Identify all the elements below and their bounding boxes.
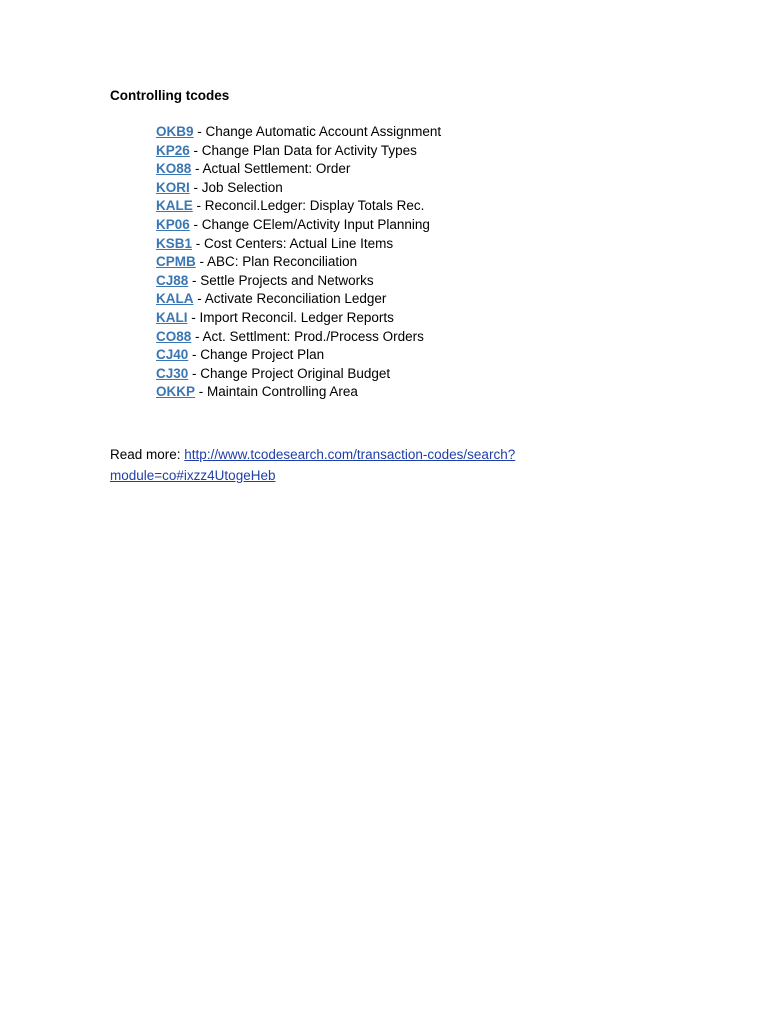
tcode-description: Job Selection — [201, 179, 283, 195]
tcode-description: Change Project Original Budget — [200, 365, 391, 381]
separator: - — [193, 291, 205, 307]
tcode-link[interactable]: KALA — [156, 291, 194, 307]
tcode-link[interactable]: CPMB — [156, 254, 196, 270]
list-item — [156, 290, 441, 309]
read-more-paragraph — [110, 444, 570, 486]
tcode-link[interactable]: KSB1 — [156, 235, 193, 251]
separator: - — [189, 216, 202, 232]
tcode-link[interactable]: CJ88 — [156, 272, 189, 288]
tcode-link[interactable]: CJ40 — [156, 347, 189, 363]
list-item — [156, 235, 441, 254]
tcode-link[interactable]: KP06 — [156, 216, 190, 232]
separator: - — [187, 309, 200, 325]
list-item — [156, 160, 441, 179]
tcode-description: Import Reconcil. Ledger Reports — [199, 309, 394, 325]
separator: - — [189, 179, 202, 195]
list-item — [156, 272, 441, 291]
list-item — [156, 197, 441, 216]
read-more-url-line1[interactable]: http://www.tcodesearch.com/transaction-codes/search? — [184, 447, 516, 462]
tcode-link[interactable]: KO88 — [156, 161, 192, 177]
separator: - — [188, 347, 201, 363]
separator: - — [191, 328, 203, 344]
tcode-description: Change Project Plan — [200, 347, 325, 363]
separator: - — [191, 161, 203, 177]
tcode-list — [156, 123, 441, 402]
tcode-description: Actual Settlement: Order — [202, 161, 351, 177]
read-more-url-line2[interactable]: module=co#ixzz4UtogeHeb — [110, 468, 276, 483]
tcode-link[interactable]: KALE — [156, 198, 193, 214]
tcode-link[interactable]: OKKP — [156, 384, 196, 400]
list-item — [156, 309, 441, 328]
list-item — [156, 216, 441, 235]
tcode-link[interactable]: CO88 — [156, 328, 192, 344]
list-item — [156, 179, 441, 198]
list-item — [156, 365, 441, 384]
separator: - — [192, 198, 205, 214]
read-more-label: Read more: — [110, 447, 185, 462]
list-item — [156, 253, 441, 272]
separator: - — [188, 365, 201, 381]
tcode-link[interactable]: KP26 — [156, 142, 190, 158]
separator: - — [195, 384, 208, 400]
tcode-link[interactable]: KALI — [156, 309, 188, 325]
tcode-description: Activate Reconciliation Ledger — [204, 291, 387, 307]
page-title: Controlling tcodes — [110, 88, 230, 103]
separator: - — [195, 254, 208, 270]
tcode-link[interactable]: KORI — [156, 179, 190, 195]
tcode-description: Change Plan Data for Activity Types — [201, 142, 417, 158]
tcode-description: Reconcil.Ledger: Display Totals Rec. — [204, 198, 425, 214]
tcode-description: Cost Centers: Actual Line Items — [204, 235, 394, 251]
tcode-description: Settle Projects and Networks — [200, 272, 374, 288]
tcode-link[interactable]: OKB9 — [156, 124, 194, 139]
list-item — [156, 383, 441, 402]
separator: - — [189, 142, 202, 158]
separator: - — [192, 235, 205, 251]
tcode-description: Change CElem/Activity Input Planning — [201, 216, 430, 232]
separator: - — [193, 124, 206, 139]
tcode-link[interactable]: CJ30 — [156, 365, 189, 381]
tcode-description: ABC: Plan Reconciliation — [207, 254, 358, 270]
tcode-description: Maintain Controlling Area — [207, 384, 358, 400]
tcode-description: Act. Settlment: Prod./Process Orders — [202, 328, 424, 344]
list-item — [156, 142, 441, 161]
tcode-description: Change Automatic Account Assignment — [205, 124, 442, 139]
list-item — [156, 328, 441, 347]
separator: - — [188, 272, 201, 288]
list-item — [156, 346, 441, 365]
list-item — [156, 123, 441, 142]
